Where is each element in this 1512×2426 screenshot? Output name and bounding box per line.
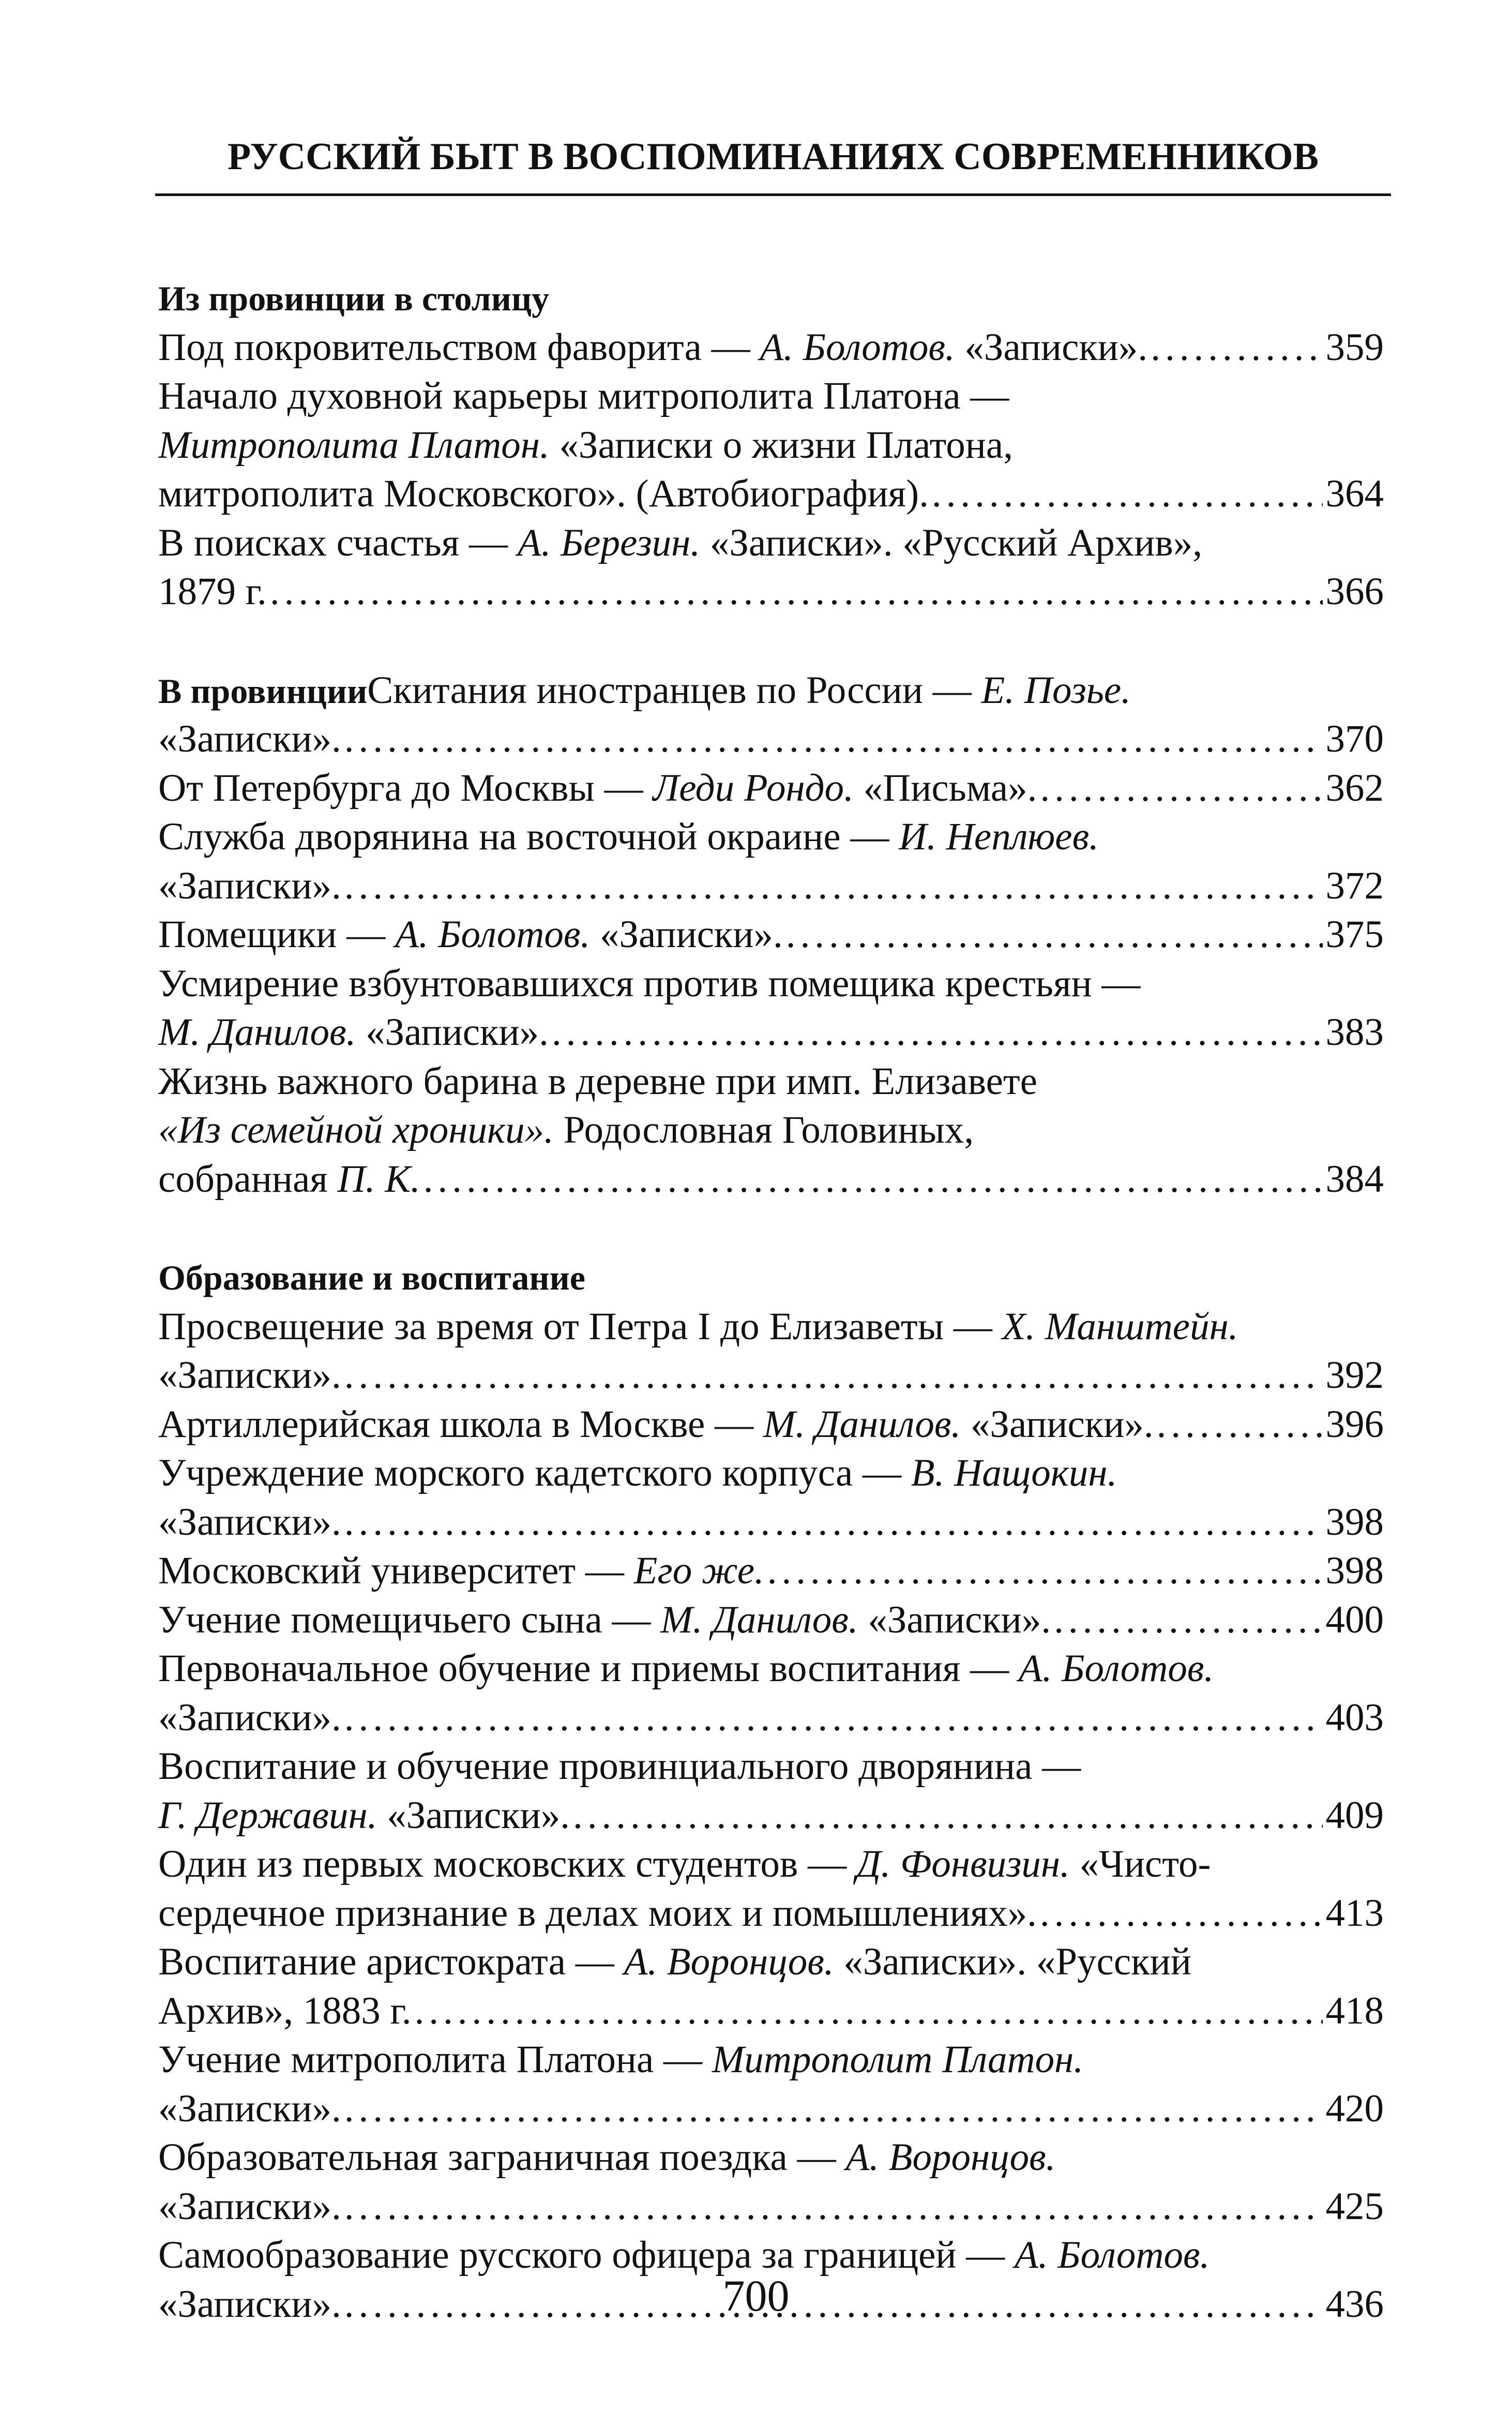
author-name: А. Болотов. (395, 913, 591, 956)
toc-page-number: 420 (1325, 2087, 1384, 2130)
toc-page-number: 398 (1325, 1500, 1384, 1544)
toc-line (158, 2133, 1384, 2182)
author-name: М. Данилов. (158, 1011, 356, 1054)
toc-entry (158, 1057, 1384, 1204)
toc-line (158, 862, 1384, 911)
toc-line-text (158, 1400, 1154, 1449)
toc-line (158, 2035, 1384, 2085)
entry-text: Служба дворянина на восточной окраине — (158, 815, 899, 858)
toc-line-text (158, 1843, 1211, 1885)
author-name: И. Неплюев. (899, 815, 1099, 858)
toc-line (158, 764, 1384, 813)
entry-text: «Записки». (955, 325, 1148, 369)
author-name: А. Воронцов. (845, 2136, 1056, 2179)
toc-line (158, 715, 1384, 764)
entry-text: «Записки о жизни Платона, (549, 423, 1013, 467)
dot-leader (344, 1351, 1323, 1400)
toc-entry (158, 372, 1384, 519)
toc-page-number: 409 (1325, 1793, 1384, 1837)
author-name: М. Данилов. (660, 1598, 858, 1641)
entry-text: Образовательная заграничная поездка — (158, 2136, 846, 2179)
entry-text: «Записки». (158, 1500, 341, 1544)
toc-line (158, 910, 1384, 960)
entry-text: «Записки». (158, 2087, 341, 2130)
toc-line (158, 666, 1384, 715)
toc-line-text (158, 962, 1140, 1005)
page-number: 700 (722, 2271, 790, 2320)
entry-text: Артиллерийская школа в Москве — (158, 1402, 763, 1446)
author-name: Его же. (633, 1549, 764, 1592)
toc-line (158, 323, 1384, 372)
entry-text: «Записки». (158, 2282, 341, 2326)
section-title: В провинции (158, 671, 368, 711)
entry-text: Воспитание и обучение провинциального дворянина — (158, 1745, 1081, 1788)
author-name: «Из семейной хроники». (158, 1109, 554, 1151)
toc-line-text (158, 470, 929, 519)
toc-entry (158, 2133, 1384, 2231)
entry-text: Начало духовной карьеры митрополита Платона — (158, 375, 1009, 417)
entry-text: В поисках счастья — (158, 521, 518, 564)
toc-page-number: 418 (1325, 1989, 1384, 2032)
toc-entry (158, 1596, 1384, 1645)
entry-text: Учреждение морского кадетского корпуса — (158, 1451, 911, 1494)
dot-leader (1040, 764, 1322, 813)
entry-text: Один из первых московских студентов — (158, 1843, 856, 1885)
toc-line (158, 1008, 1384, 1057)
toc-line-text (158, 1791, 570, 1840)
entry-text: «Записки». «Русский (834, 1940, 1191, 1983)
toc-line-text (158, 2182, 341, 2232)
toc-page-number: 384 (1325, 1157, 1384, 1201)
toc-page-number: 364 (1325, 472, 1384, 515)
section-title: Образование и воспитание (158, 1258, 585, 1297)
entry-text: «Записки». (858, 1598, 1051, 1641)
toc-line-text (158, 2038, 1083, 2081)
toc-entry (158, 1400, 1384, 1449)
dot-leader (344, 715, 1323, 764)
toc-entry (158, 2035, 1384, 2133)
toc-line (158, 372, 1384, 421)
toc-line-text (158, 815, 1099, 858)
author-name: Х. Манштейн. (1002, 1305, 1238, 1348)
author-name: В. Нащокин. (911, 1451, 1117, 1494)
toc-line-text (158, 1451, 1117, 1494)
entry-text: «Записки». (356, 1011, 549, 1054)
author-name: Д. Фонвизин. (856, 1843, 1070, 1885)
toc-line (158, 421, 1384, 470)
entry-text: «Записки». «Русский Архив», (700, 521, 1203, 564)
toc-entry (158, 1742, 1384, 1840)
toc-page-number: 370 (1325, 717, 1384, 760)
dot-leader (415, 1987, 1323, 2036)
toc-line (158, 1596, 1384, 1645)
dot-leader (344, 1498, 1323, 1547)
entry-text: Жизнь важного барина в деревне при имп. Елизавете (158, 1059, 1037, 1103)
toc-entry (158, 764, 1384, 813)
toc-section (158, 274, 1384, 617)
running-head: РУССКИЙ БЫТ В ВОСПОМИНАНИЯХ СОВРЕМЕННИКОВ (228, 136, 1319, 178)
dot-leader (767, 1547, 1323, 1596)
toc-line (158, 567, 1384, 617)
entry-text: «Записки». (158, 1696, 341, 1739)
entry-text: собранная (158, 1157, 338, 1201)
toc-entry (158, 1840, 1384, 1938)
entry-text: 1879 г. (158, 570, 267, 613)
toc-line (158, 1498, 1384, 1547)
dot-leader (344, 862, 1323, 911)
entry-text: Помещики — (158, 913, 395, 956)
entry-text: «Записки». (590, 913, 783, 956)
entry-text: Московский университет — (158, 1549, 634, 1592)
toc-line (158, 960, 1384, 1009)
toc-line-text (158, 1745, 1081, 1788)
toc-line (158, 1400, 1384, 1449)
toc-section (158, 1253, 1384, 2329)
entry-text: Скитания иностранцев по России — (367, 668, 981, 712)
toc-line (158, 1889, 1384, 1938)
author-name: Г. Державин. (158, 1793, 377, 1837)
toc-entry (158, 910, 1384, 960)
author-name: Е. Позье. (981, 668, 1131, 712)
toc-page-number: 436 (1325, 2282, 1384, 2326)
toc-line-text (158, 764, 1037, 813)
toc-line-text (158, 2136, 1055, 2179)
toc-page-number: 425 (1325, 2184, 1384, 2228)
entry-text: Усмирение взбунтовавшихся против помещика крестьян — (158, 962, 1141, 1005)
toc-line (158, 1302, 1384, 1352)
toc-line (158, 1938, 1384, 1987)
toc-line-text (158, 375, 1009, 417)
toc-line (158, 1694, 1384, 1743)
toc-line-text (158, 2085, 341, 2134)
entry-text: Учение помещичьего сына — (158, 1598, 661, 1641)
toc-line (158, 1449, 1384, 1498)
toc-line-text (158, 1889, 1037, 1938)
toc-line (158, 1987, 1384, 2036)
toc-line (158, 1742, 1384, 1791)
toc-entry (158, 1938, 1384, 2035)
author-name: А. Болотов. (1015, 2234, 1210, 2277)
dot-leader (1054, 1596, 1322, 1645)
dot-leader (1157, 1400, 1323, 1449)
toc-line-text (158, 567, 267, 617)
entry-text: «Записки». (158, 864, 341, 907)
toc-entry (158, 1449, 1384, 1547)
entry-text: Учение митрополита Платона — (158, 2038, 712, 2081)
toc-line (158, 470, 1384, 519)
toc-entry (158, 1302, 1384, 1400)
toc-line-text (158, 1547, 764, 1596)
toc-line (158, 2085, 1384, 2134)
dot-leader (344, 1694, 1323, 1743)
toc-line-text (158, 1987, 412, 2036)
toc-entry (158, 323, 1384, 372)
toc-entry (158, 813, 1384, 910)
toc-line-text (158, 910, 783, 960)
toc-page-number: 400 (1325, 1598, 1384, 1641)
entry-text: «Записки». (158, 2184, 341, 2228)
author-name: Митрополита Платон. (158, 423, 550, 467)
entry-text: «Записки». (961, 1402, 1154, 1446)
toc-line-text (158, 1155, 420, 1204)
toc-line-text (158, 424, 1013, 467)
toc-line-text (158, 862, 341, 911)
dot-leader (344, 2182, 1323, 2232)
toc-line (158, 1644, 1384, 1694)
entry-text: От Петербурга до Москвы — (158, 766, 653, 810)
entry-text: «Чисто- (1069, 1843, 1211, 1885)
author-name: А. Болотов. (1018, 1647, 1214, 1690)
entry-text: Родословная Головиных, (553, 1109, 974, 1151)
toc-page-number: 383 (1325, 1011, 1384, 1054)
toc-line (158, 813, 1384, 862)
toc-line-text (158, 1305, 1238, 1348)
toc-line (158, 1106, 1384, 1155)
dot-leader (932, 470, 1323, 519)
table-of-contents (158, 274, 1384, 2329)
toc-line-text (158, 715, 341, 764)
author-name: А. Березин. (517, 521, 701, 564)
toc-page-number: 413 (1325, 1891, 1384, 1935)
dot-leader (270, 567, 1323, 617)
entry-text: Воспитание аристократа — (158, 1940, 624, 1983)
toc-page-number: 403 (1325, 1696, 1384, 1739)
entry-text: «Записки». (377, 1793, 570, 1837)
toc-line-text (158, 1351, 341, 1400)
entry-text: Просвещение за время от Петра I до Елизаветы — (158, 1305, 1002, 1348)
dot-leader (552, 1008, 1323, 1057)
toc-line-text (158, 1498, 341, 1547)
dot-leader (344, 2085, 1323, 2134)
toc-entry (158, 1547, 1384, 1596)
toc-line-text (158, 1008, 549, 1057)
toc-section (158, 666, 1384, 1204)
entry-text: «Записки». (158, 717, 341, 760)
toc-line-text (158, 521, 1202, 564)
entry-text: «Записки». (158, 1354, 341, 1397)
toc-page-number: 366 (1325, 570, 1384, 613)
entry-text: «Письма». (853, 766, 1037, 810)
toc-line-text (158, 1060, 1037, 1103)
toc-line-text (158, 323, 1147, 372)
entry-text: сердечное признание в делах моих и помышлениях». (158, 1891, 1037, 1935)
dot-leader (424, 1155, 1323, 1204)
author-name: А. Воронцов. (624, 1940, 834, 1983)
author-name: Леди Рондо. (653, 766, 854, 810)
toc-line (158, 1057, 1384, 1106)
toc-line (158, 1155, 1384, 1204)
toc-line-text (158, 1647, 1214, 1690)
toc-line (158, 519, 1384, 568)
toc-line (158, 1791, 1384, 1840)
toc-line-text (158, 1109, 974, 1151)
toc-page-number: 362 (1325, 766, 1384, 810)
author-name: Митрополит Платон. (712, 2038, 1084, 2081)
dot-leader (786, 910, 1323, 960)
toc-page-number: 392 (1325, 1354, 1384, 1397)
toc-page-number: 375 (1325, 913, 1384, 956)
author-name: А. Болотов. (760, 325, 955, 369)
dot-leader (1151, 323, 1322, 372)
toc-line-text (158, 669, 1131, 712)
toc-line (158, 1351, 1384, 1400)
author-name: П. К. (337, 1157, 420, 1201)
entry-text: Архив», 1883 г. (158, 1989, 412, 2032)
entry-text: Самообразование русского офицера за границей — (158, 2234, 1015, 2277)
toc-line-text (158, 1940, 1191, 1983)
entry-text: митрополита Московского». (Автобиография). (158, 472, 929, 515)
header-rule (155, 193, 1391, 196)
toc-page-number: 398 (1325, 1549, 1384, 1592)
dot-leader (573, 1791, 1323, 1840)
toc-page-number: 396 (1325, 1402, 1384, 1446)
toc-line (158, 1840, 1384, 1889)
author-name: М. Данилов. (763, 1402, 961, 1446)
section-title: Из провинции в столицу (158, 279, 550, 318)
toc-entry (158, 519, 1384, 617)
toc-line (158, 1547, 1384, 1596)
toc-entry (158, 1644, 1384, 1742)
toc-page-number: 372 (1325, 864, 1384, 907)
dot-leader (1040, 1889, 1323, 1938)
entry-text: Под покровительством фаворита — (158, 325, 760, 369)
entry-text: Первоначальное обучение и приемы воспитания — (158, 1647, 1019, 1690)
toc-page-number: 359 (1325, 325, 1384, 369)
toc-entry (158, 960, 1384, 1057)
toc-line (158, 2182, 1384, 2232)
toc-line-text (158, 1596, 1051, 1645)
toc-entry (158, 666, 1384, 764)
toc-line-text (158, 1694, 341, 1743)
